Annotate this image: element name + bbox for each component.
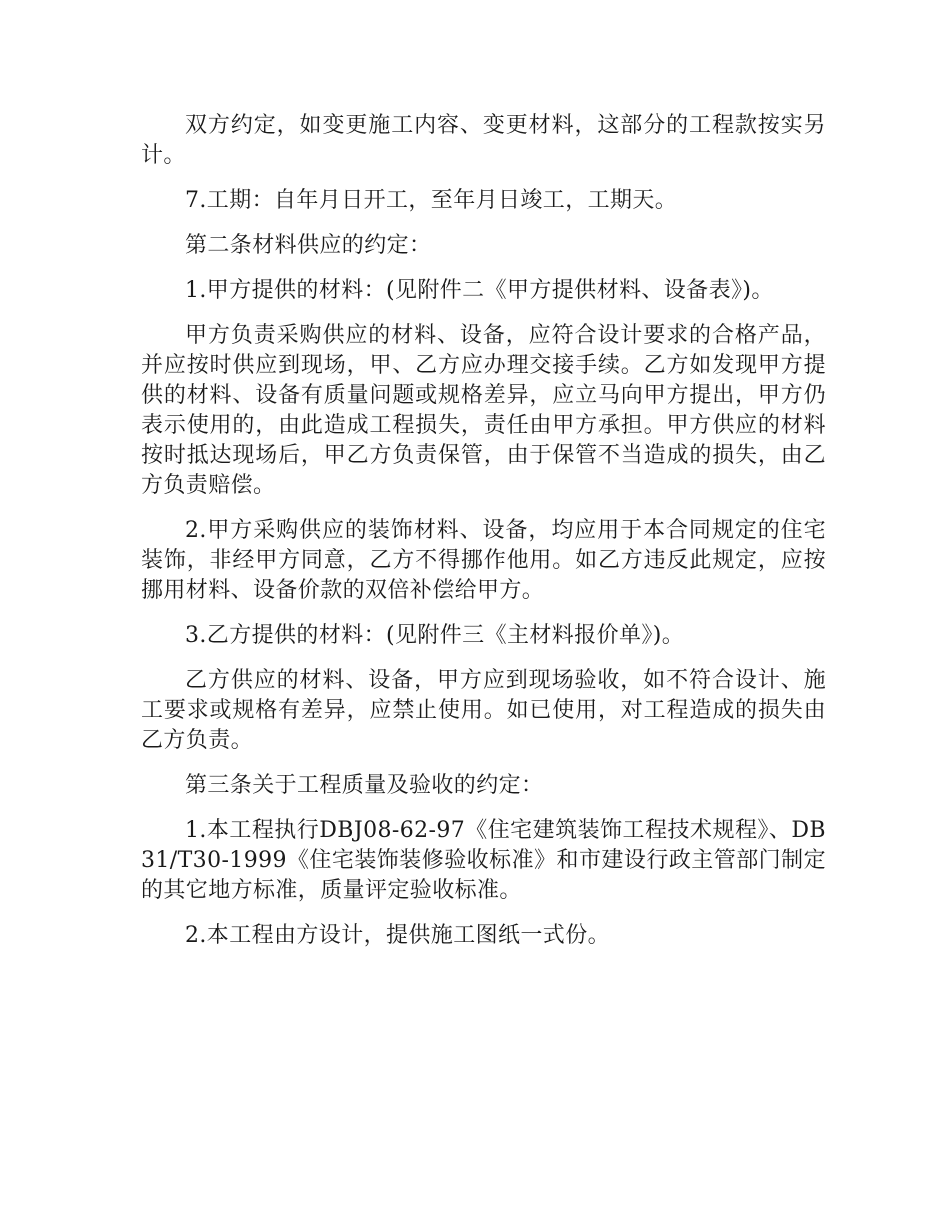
paragraph-party-a-materials: 1.甲方提供的材料：(见附件二《甲方提供材料、设备表》)。 xyxy=(185,278,774,303)
document-body xyxy=(141,111,826,966)
paragraph-party-b-inspection: 乙方供应的材料、设备，甲方应到现场验收，如不符合设计、施工要求或规格有差异，应禁止使用。如已使用，对工程造成的损失由乙方负责。 xyxy=(141,668,826,753)
paragraph-change-terms: 双方约定，如变更施工内容、变更材料，这部分的工程款按实另计。 xyxy=(141,113,826,168)
paragraph-party-b-materials: 3.乙方提供的材料：(见附件三《主材料报价单》)。 xyxy=(185,623,685,648)
paragraph-party-a-responsibility: 甲方负责采购供应的材料、设备，应符合设计要求的合格产品，并应按时供应到现场，甲、乙方应办理交接手续。乙方如发现甲方提供的材料、设备有质量问题或规格差异，应立马向甲方提出，甲方仍表示使用的，由此造成工程损失，责任由甲方承担。甲方供应的材料按时抵达现场后，甲乙方负责保管，由于保管不当造成的损失，由乙方负责赔偿。 xyxy=(141,323,826,498)
paragraph-standards: 1.本工程执行DBJ08-62-97《住宅建筑装饰工程技术规程》、DB31/T30-1999《住宅装饰装修验收标准》和市建设行政主管部门制定的其它地方标准，质量评定验收标准。 xyxy=(141,818,826,903)
paragraph-party-a-procurement: 2.甲方采购供应的装饰材料、设备，均应用于本合同规定的住宅装饰，非经甲方同意，乙方不得挪作他用。如乙方违反此规定，应按挪用材料、设备价款的双倍补偿给甲方。 xyxy=(141,518,826,603)
section-heading-material-supply: 第二条材料供应的约定： xyxy=(185,233,432,258)
section-heading-quality-acceptance: 第三条关于工程质量及验收的约定： xyxy=(185,773,544,798)
paragraph-design-drawings: 2.本工程由方设计，提供施工图纸一式份。 xyxy=(185,923,610,948)
paragraph-construction-period: 7.工期：自年月日开工，至年月日竣工，工期天。 xyxy=(185,188,678,213)
